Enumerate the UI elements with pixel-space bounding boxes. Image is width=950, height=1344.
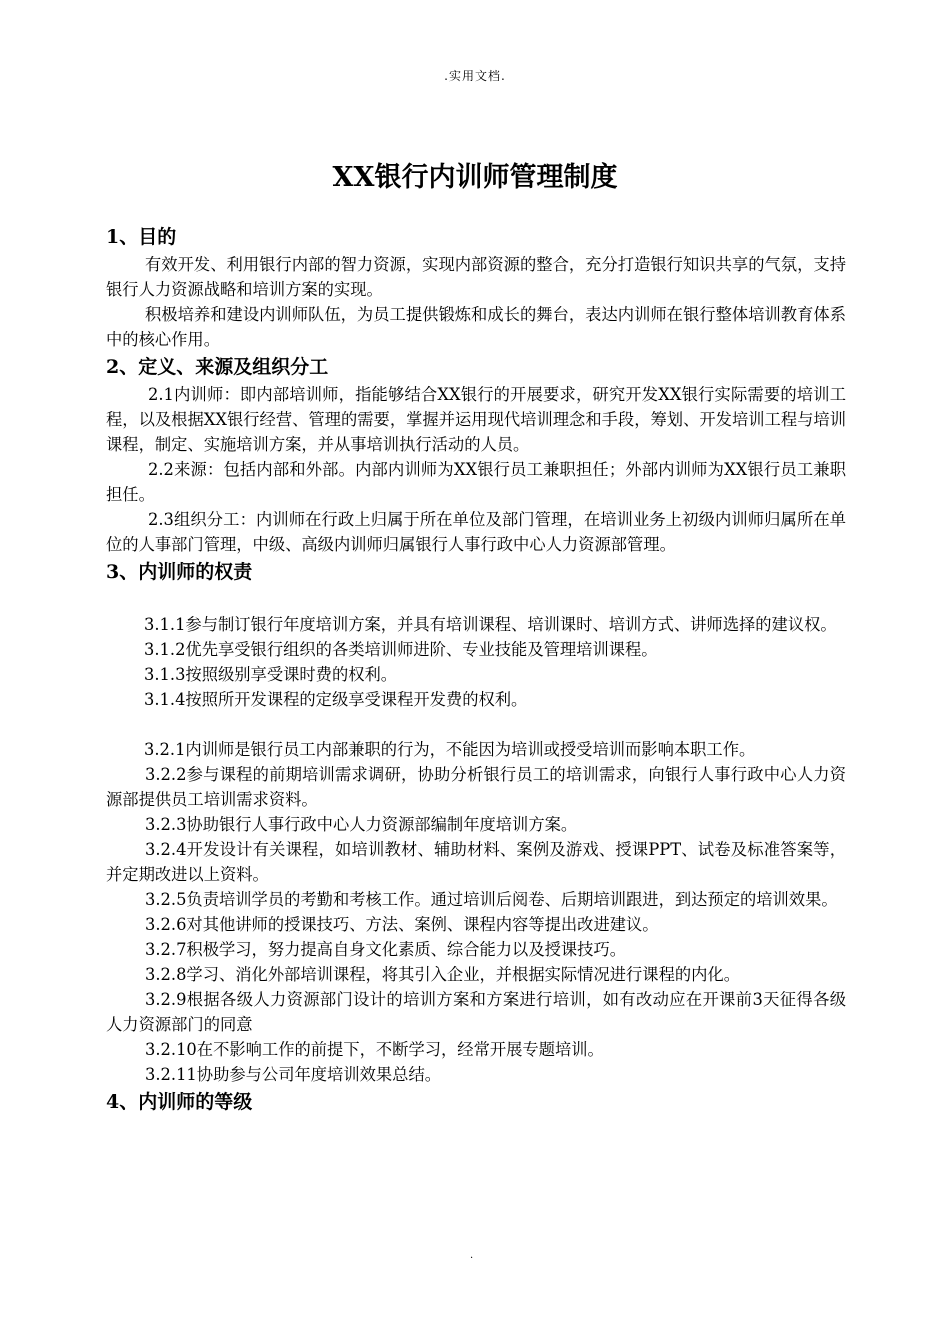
duty-item: 3.2.9根据各级人力资源部门设计的培训方案和方案进行培训，如有改动应在开课前3天征得各级人力资源部门的同意: [106, 990, 846, 1034]
paragraph: 2.1内训师：即内部培训师，指能够结合XX银行的开展要求，研究开发XX银行实际需要的培训工程，以及根据XX银行经营、管理的需要，掌握并运用现代培训理念和手段，筹划、开发培训工程与培训课程，制定、实施培训方案，并从事培训执行活动的人员。: [106, 385, 846, 454]
rights-item-text: 3.1.1参与制订银行年度培训方案，并具有培训课程、培训课时、培训方式、讲师选择的建议权。: [144, 615, 837, 634]
duty-item: 3.2.2参与课程的前期培训需求调研，协助分析银行员工的培训需求，向银行人事行政中心人力资源部提供员工培训需求资料。: [106, 765, 846, 809]
spacer: [106, 712, 846, 737]
rights-item: 3.1.4按照所开发课程的定级享受课程开发费的权利。: [144, 690, 528, 709]
section-heading-levels: 4、内训师的等级: [106, 1091, 253, 1113]
page-footer: .: [470, 1250, 474, 1261]
duty-item: 3.2.6对其他讲师的授课技巧、方法、案例、课程内容等提出改进建议。: [145, 915, 659, 934]
page-header: .实用文档.: [444, 69, 506, 83]
paragraph: 积极培养和建设内训师队伍，为员工提供锻炼和成长的舞台，表达内训师在银行整体培训教育体系中的核心作用。: [106, 305, 846, 349]
duty-item: 3.2.8学习、消化外部培训课程，将其引入企业，并根据实际情况进行课程的内化。: [145, 965, 740, 984]
duty-item: 3.2.3协助银行人事行政中心人力资源部编制年度培训方案。: [145, 815, 578, 834]
duty-item: 3.2.11协助参与公司年度培训效果总结。: [145, 1065, 442, 1084]
spacer: [106, 587, 846, 612]
duty-item: 3.2.10在不影响工作的前提下，不断学习，经常开展专题培训。: [145, 1040, 604, 1059]
paragraph: 2.2来源：包括内部和外部。内部内训师为XX银行员工兼职担任；外部内训师为XX银行员工兼职担任。: [106, 460, 846, 504]
rights-item: 3.1.2优先享受银行组织的各类培训师进阶、专业技能及管理培训课程。: [144, 640, 658, 659]
duty-item: 3.2.4开发设计有关课程，如培训教材、辅助材料、案例及游戏、授课PPT、试卷及标准答案等，并定期改进以上资料。: [106, 840, 846, 884]
rights-item: [106, 612, 846, 637]
section-heading-rights: 3、内训师的权责: [106, 561, 253, 583]
document-title: XX银行内训师管理制度: [332, 162, 618, 193]
duty-item: 3.2.5负责培训学员的考勤和考核工作。通过培训后阅卷、后期培训跟进，到达预定的培训效果。: [145, 890, 838, 909]
document-body: [106, 222, 846, 1117]
section-heading-purpose: 1、目的: [106, 226, 177, 248]
rights-item: 3.1.3按照级别享受课时费的权利。: [144, 665, 398, 684]
paragraph: 2.3组织分工：内训师在行政上归属于所在单位及部门管理，在培训业务上初级内训师归属所在单位的人事部门管理，中级、高级内训师归属银行人事行政中心人力资源部管理。: [106, 510, 846, 554]
duty-item: 3.2.7积极学习，努力提高自身文化素质、综合能力以及授课技巧。: [145, 940, 627, 959]
section-heading-definition: 2、定义、来源及组织分工: [106, 356, 329, 378]
duty-item: 3.2.1内训师是银行员工内部兼职的行为，不能因为培训或授受培训而影响本职工作。: [144, 740, 756, 759]
paragraph: 有效开发、利用银行内部的智力资源，实现内部资源的整合，充分打造银行知识共享的气氛，支持银行人力资源战略和培训方案的实现。: [106, 255, 846, 299]
